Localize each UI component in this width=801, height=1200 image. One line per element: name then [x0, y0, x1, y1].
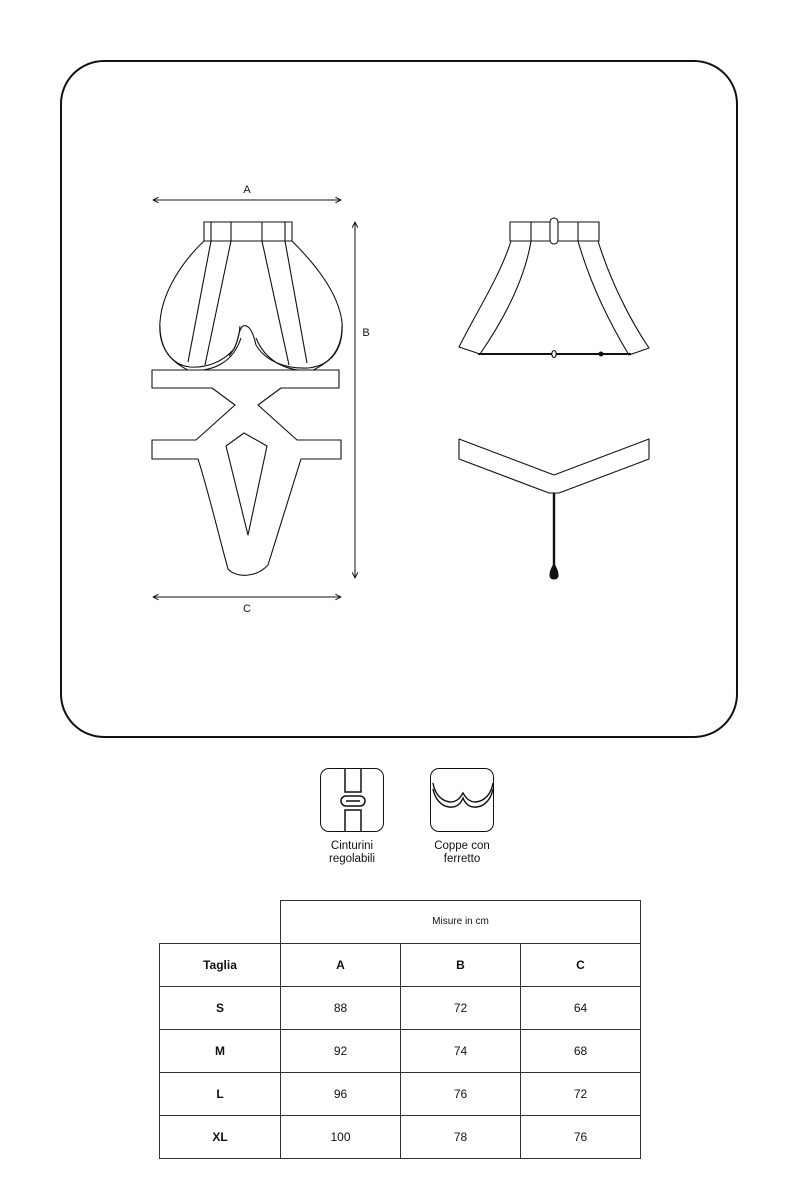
- feature-label: Coppe con ferretto: [434, 840, 490, 865]
- value-cell: 76: [521, 1115, 641, 1158]
- adjustable-strap-icon: [320, 768, 384, 832]
- value-cell: 92: [281, 1029, 401, 1072]
- table-blank-cell: [160, 901, 281, 944]
- dimension-b-label: B: [362, 327, 370, 339]
- value-cell: 72: [521, 1072, 641, 1115]
- header-size: Taglia: [160, 943, 281, 986]
- table-row: [160, 1072, 641, 1115]
- back-view-thong: [459, 439, 649, 579]
- dimension-c-label: C: [243, 603, 251, 615]
- unit-caption: Misure in cm: [281, 901, 641, 944]
- header-b: B: [401, 943, 521, 986]
- value-cell: 74: [401, 1029, 521, 1072]
- feature-underwire-cups: [407, 768, 517, 866]
- size-table: [159, 900, 641, 1159]
- value-cell: 68: [521, 1029, 641, 1072]
- size-cell: L: [160, 1072, 281, 1115]
- table-row: [160, 1115, 641, 1158]
- table-row: [160, 986, 641, 1029]
- value-cell: 72: [401, 986, 521, 1029]
- underwire-cups-icon: [430, 768, 494, 832]
- dimension-a-label: A: [243, 184, 251, 196]
- size-cell: XL: [160, 1115, 281, 1158]
- value-cell: 88: [281, 986, 401, 1029]
- value-cell: 76: [401, 1072, 521, 1115]
- header-a: A: [281, 943, 401, 986]
- value-cell: 78: [401, 1115, 521, 1158]
- size-cell: M: [160, 1029, 281, 1072]
- feature-adjustable-straps: [297, 768, 407, 866]
- table-unit-row: [160, 901, 641, 944]
- feature-label: Cinturini regolabili: [328, 840, 376, 865]
- value-cell: 100: [281, 1115, 401, 1158]
- size-cell: S: [160, 986, 281, 1029]
- table-row: [160, 1029, 641, 1072]
- table-header-row: [160, 943, 641, 986]
- header-c: C: [521, 943, 641, 986]
- back-view-garment: [459, 218, 649, 358]
- front-view-garment: [152, 222, 342, 575]
- value-cell: 64: [521, 986, 641, 1029]
- value-cell: 96: [281, 1072, 401, 1115]
